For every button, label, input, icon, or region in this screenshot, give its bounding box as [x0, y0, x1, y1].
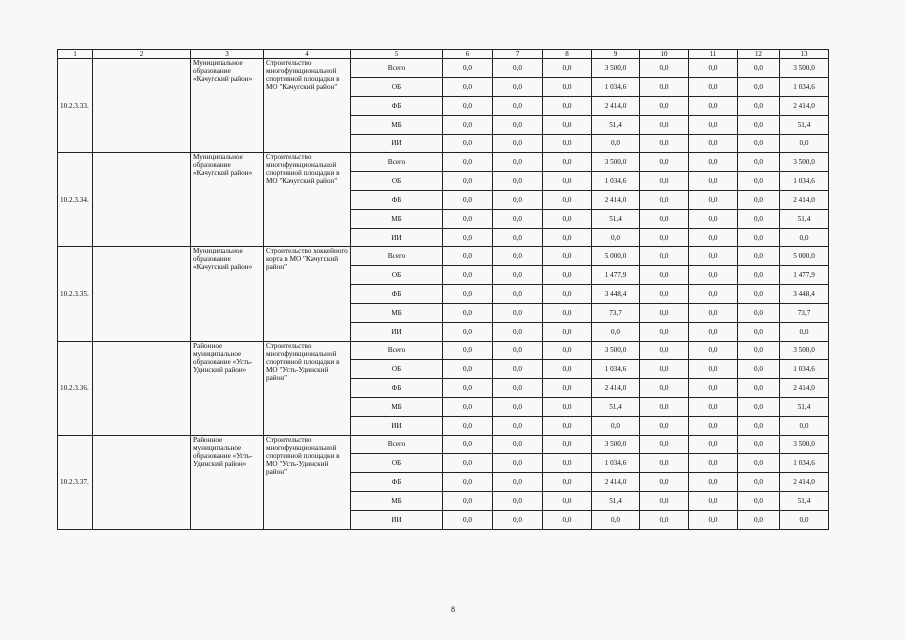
amount-cell: 0,0 — [543, 228, 592, 247]
amount-cell: 0,0 — [689, 247, 738, 266]
amount-cell: 0,0 — [738, 454, 780, 473]
amount-cell: 2 414,0 — [592, 473, 640, 492]
amount-cell: 0,0 — [738, 228, 780, 247]
amount-cell: 0,0 — [592, 416, 640, 435]
amount-cell: 0,0 — [543, 247, 592, 266]
amount-cell: 0,0 — [443, 96, 493, 115]
project-name: Строительство многофункциональной спортивной площадки в МО "Усть-Удинский район" — [264, 435, 351, 529]
amount-cell: 0,0 — [443, 322, 493, 341]
amount-cell: 0,0 — [689, 360, 738, 379]
project-name: Строительство многофункциональной спортивной площадки в МО "Усть-Удинский район" — [264, 341, 351, 435]
amount-cell: 0,0 — [443, 59, 493, 78]
amount-cell: 0,0 — [689, 209, 738, 228]
item-col2 — [93, 153, 191, 247]
amount-cell: 3 500,0 — [780, 153, 829, 172]
amount-cell: 0,0 — [689, 96, 738, 115]
project-name: Строительство многофункциональной спортивной площадки в МО "Качугский район" — [264, 153, 351, 247]
amount-cell: 0,0 — [543, 473, 592, 492]
amount-cell: 0,0 — [493, 303, 543, 322]
amount-cell: 0,0 — [493, 172, 543, 191]
amount-cell: 0,0 — [640, 397, 689, 416]
amount-cell: 0,0 — [443, 266, 493, 285]
amount-cell: 0,0 — [493, 153, 543, 172]
amount-cell: 2 414,0 — [592, 96, 640, 115]
item-col2 — [93, 59, 191, 153]
amount-cell: 0,0 — [640, 303, 689, 322]
table-body — [58, 50, 829, 530]
funding-source: ИИ — [351, 228, 443, 247]
municipality-name: Районное муниципальное образование «Усть-Удинский район» — [191, 341, 264, 435]
amount-cell: 0,0 — [443, 397, 493, 416]
amount-cell: 51,4 — [592, 492, 640, 511]
amount-cell: 0,0 — [689, 285, 738, 304]
column-number: 8 — [543, 50, 592, 59]
amount-cell: 0,0 — [689, 492, 738, 511]
amount-cell: 0,0 — [689, 416, 738, 435]
item-code: 10.2.3.34. — [58, 153, 93, 247]
funding-source: ИИ — [351, 416, 443, 435]
amount-cell: 0,0 — [689, 228, 738, 247]
amount-cell: 2 414,0 — [780, 191, 829, 210]
amount-cell: 0,0 — [543, 416, 592, 435]
funding-source: Всего — [351, 247, 443, 266]
amount-cell: 0,0 — [443, 492, 493, 511]
amount-cell: 0,0 — [640, 96, 689, 115]
amount-cell: 0,0 — [640, 454, 689, 473]
amount-cell: 2 414,0 — [780, 379, 829, 398]
amount-cell: 0,0 — [640, 172, 689, 191]
amount-cell: 0,0 — [543, 209, 592, 228]
amount-cell: 0,0 — [493, 341, 543, 360]
amount-cell: 0,0 — [493, 473, 543, 492]
column-number: 11 — [689, 50, 738, 59]
amount-cell: 0,0 — [689, 341, 738, 360]
amount-cell: 0,0 — [543, 360, 592, 379]
amount-cell: 0,0 — [640, 492, 689, 511]
amount-cell: 0,0 — [640, 209, 689, 228]
amount-cell: 0,0 — [493, 492, 543, 511]
municipality-name: Муниципальное образование «Качугский район» — [191, 247, 264, 341]
funding-source: ОБ — [351, 78, 443, 97]
amount-cell: 3 500,0 — [780, 341, 829, 360]
item-col2 — [93, 435, 191, 529]
funding-source: ФБ — [351, 191, 443, 210]
amount-cell: 0,0 — [493, 96, 543, 115]
amount-cell: 0,0 — [738, 397, 780, 416]
amount-cell: 0,0 — [493, 247, 543, 266]
table-row — [58, 153, 829, 172]
amount-cell: 0,0 — [493, 134, 543, 153]
amount-cell: 0,0 — [640, 153, 689, 172]
amount-cell: 0,0 — [738, 510, 780, 529]
amount-cell: 0,0 — [689, 454, 738, 473]
amount-cell: 0,0 — [592, 228, 640, 247]
amount-cell: 3 500,0 — [592, 59, 640, 78]
amount-cell: 1 034,6 — [780, 78, 829, 97]
column-number: 2 — [93, 50, 191, 59]
amount-cell: 0,0 — [493, 435, 543, 454]
item-code: 10.2.3.35. — [58, 247, 93, 341]
column-number: 9 — [592, 50, 640, 59]
amount-cell: 0,0 — [738, 191, 780, 210]
funding-source: ФБ — [351, 473, 443, 492]
amount-cell: 0,0 — [738, 492, 780, 511]
amount-cell: 1 034,6 — [780, 454, 829, 473]
amount-cell: 0,0 — [640, 266, 689, 285]
amount-cell: 0,0 — [738, 115, 780, 134]
amount-cell: 0,0 — [543, 115, 592, 134]
funding-source: Всего — [351, 153, 443, 172]
amount-cell: 0,0 — [493, 228, 543, 247]
amount-cell: 0,0 — [543, 134, 592, 153]
amount-cell: 1 477,9 — [592, 266, 640, 285]
amount-cell: 0,0 — [543, 322, 592, 341]
project-name: Строительство хоккейного корта в МО "Качугский район" — [264, 247, 351, 341]
amount-cell: 0,0 — [493, 322, 543, 341]
amount-cell: 0,0 — [689, 134, 738, 153]
column-number: 4 — [264, 50, 351, 59]
amount-cell: 0,0 — [443, 209, 493, 228]
funding-source: Всего — [351, 435, 443, 454]
amount-cell: 0,0 — [738, 341, 780, 360]
amount-cell: 0,0 — [780, 510, 829, 529]
amount-cell: 1 477,9 — [780, 266, 829, 285]
amount-cell: 0,0 — [738, 209, 780, 228]
amount-cell: 1 034,6 — [592, 454, 640, 473]
amount-cell: 0,0 — [640, 341, 689, 360]
funding-source: Всего — [351, 341, 443, 360]
column-number: 10 — [640, 50, 689, 59]
amount-cell: 0,0 — [689, 397, 738, 416]
amount-cell: 0,0 — [443, 285, 493, 304]
amount-cell: 0,0 — [640, 78, 689, 97]
amount-cell: 0,0 — [689, 78, 738, 97]
amount-cell: 0,0 — [592, 510, 640, 529]
amount-cell: 1 034,6 — [592, 172, 640, 191]
amount-cell: 73,7 — [780, 303, 829, 322]
column-number-row — [58, 50, 829, 59]
amount-cell: 0,0 — [543, 510, 592, 529]
amount-cell: 0,0 — [543, 492, 592, 511]
amount-cell: 0,0 — [640, 59, 689, 78]
funding-source: ОБ — [351, 454, 443, 473]
amount-cell: 0,0 — [640, 134, 689, 153]
amount-cell: 0,0 — [443, 78, 493, 97]
amount-cell: 0,0 — [738, 473, 780, 492]
amount-cell: 2 414,0 — [592, 379, 640, 398]
amount-cell: 0,0 — [443, 416, 493, 435]
amount-cell: 0,0 — [738, 303, 780, 322]
amount-cell: 0,0 — [780, 416, 829, 435]
funding-source: ИИ — [351, 510, 443, 529]
table-row — [58, 247, 829, 266]
amount-cell: 0,0 — [543, 78, 592, 97]
amount-cell: 0,0 — [543, 454, 592, 473]
amount-cell: 0,0 — [640, 360, 689, 379]
amount-cell: 0,0 — [443, 134, 493, 153]
budget-table — [57, 49, 829, 530]
municipality-name: Районное муниципальное образование «Усть-Удинский район» — [191, 435, 264, 529]
amount-cell: 0,0 — [543, 341, 592, 360]
amount-cell: 0,0 — [689, 473, 738, 492]
amount-cell: 0,0 — [640, 228, 689, 247]
amount-cell: 0,0 — [738, 435, 780, 454]
column-number: 13 — [780, 50, 829, 59]
amount-cell: 0,0 — [640, 416, 689, 435]
amount-cell: 0,0 — [543, 379, 592, 398]
amount-cell: 51,4 — [780, 397, 829, 416]
amount-cell: 0,0 — [493, 59, 543, 78]
column-number: 12 — [738, 50, 780, 59]
amount-cell: 5 000,0 — [592, 247, 640, 266]
amount-cell: 1 034,6 — [592, 360, 640, 379]
amount-cell: 3 500,0 — [592, 153, 640, 172]
amount-cell: 0,0 — [493, 266, 543, 285]
amount-cell: 0,0 — [543, 153, 592, 172]
amount-cell: 2 414,0 — [780, 473, 829, 492]
amount-cell: 0,0 — [493, 510, 543, 529]
funding-source: ОБ — [351, 360, 443, 379]
amount-cell: 0,0 — [640, 473, 689, 492]
amount-cell: 0,0 — [543, 303, 592, 322]
amount-cell: 3 448,4 — [592, 285, 640, 304]
funding-source: МБ — [351, 303, 443, 322]
amount-cell: 0,0 — [493, 379, 543, 398]
amount-cell: 51,4 — [780, 209, 829, 228]
funding-source: ИИ — [351, 322, 443, 341]
amount-cell: 0,0 — [493, 397, 543, 416]
amount-cell: 0,0 — [640, 322, 689, 341]
amount-cell: 0,0 — [443, 172, 493, 191]
amount-cell: 0,0 — [543, 397, 592, 416]
amount-cell: 0,0 — [738, 416, 780, 435]
column-number: 1 — [58, 50, 93, 59]
funding-source: МБ — [351, 209, 443, 228]
funding-source: Всего — [351, 59, 443, 78]
amount-cell: 0,0 — [738, 134, 780, 153]
amount-cell: 0,0 — [738, 96, 780, 115]
amount-cell: 51,4 — [780, 492, 829, 511]
amount-cell: 51,4 — [592, 209, 640, 228]
amount-cell: 0,0 — [493, 115, 543, 134]
amount-cell: 0,0 — [443, 473, 493, 492]
amount-cell: 0,0 — [493, 454, 543, 473]
amount-cell: 0,0 — [493, 416, 543, 435]
amount-cell: 0,0 — [738, 78, 780, 97]
amount-cell: 0,0 — [640, 191, 689, 210]
item-code: 10.2.3.37. — [58, 435, 93, 529]
column-number: 5 — [351, 50, 443, 59]
amount-cell: 0,0 — [738, 266, 780, 285]
amount-cell: 0,0 — [543, 59, 592, 78]
amount-cell: 0,0 — [543, 172, 592, 191]
amount-cell: 0,0 — [493, 285, 543, 304]
amount-cell: 0,0 — [738, 322, 780, 341]
amount-cell: 0,0 — [443, 303, 493, 322]
amount-cell: 0,0 — [493, 191, 543, 210]
item-col2 — [93, 341, 191, 435]
amount-cell: 0,0 — [443, 115, 493, 134]
amount-cell: 2 414,0 — [780, 96, 829, 115]
funding-source: МБ — [351, 397, 443, 416]
amount-cell: 0,0 — [689, 303, 738, 322]
column-number: 3 — [191, 50, 264, 59]
amount-cell: 0,0 — [443, 228, 493, 247]
amount-cell: 0,0 — [543, 435, 592, 454]
amount-cell: 3 500,0 — [592, 341, 640, 360]
amount-cell: 0,0 — [443, 247, 493, 266]
amount-cell: 0,0 — [543, 96, 592, 115]
funding-source: ФБ — [351, 96, 443, 115]
amount-cell: 0,0 — [689, 172, 738, 191]
amount-cell: 0,0 — [738, 285, 780, 304]
amount-cell: 0,0 — [443, 191, 493, 210]
project-name: Строительство многофункциональной спортивной площадки в МО "Качугский район" — [264, 59, 351, 153]
amount-cell: 0,0 — [738, 360, 780, 379]
amount-cell: 0,0 — [443, 341, 493, 360]
amount-cell: 0,0 — [640, 510, 689, 529]
amount-cell: 0,0 — [443, 379, 493, 398]
funding-source: ФБ — [351, 285, 443, 304]
amount-cell: 0,0 — [689, 191, 738, 210]
amount-cell: 0,0 — [689, 59, 738, 78]
amount-cell: 0,0 — [443, 435, 493, 454]
amount-cell: 0,0 — [640, 115, 689, 134]
municipality-name: Муниципальное образование «Качугский район» — [191, 153, 264, 247]
amount-cell: 0,0 — [640, 247, 689, 266]
amount-cell: 0,0 — [689, 322, 738, 341]
amount-cell: 0,0 — [738, 172, 780, 191]
amount-cell: 0,0 — [689, 510, 738, 529]
amount-cell: 0,0 — [780, 228, 829, 247]
amount-cell: 73,7 — [592, 303, 640, 322]
amount-cell: 0,0 — [443, 454, 493, 473]
funding-source: МБ — [351, 115, 443, 134]
item-code: 10.2.3.36. — [58, 341, 93, 435]
amount-cell: 0,0 — [738, 247, 780, 266]
amount-cell: 0,0 — [493, 209, 543, 228]
amount-cell: 3 500,0 — [780, 435, 829, 454]
amount-cell: 0,0 — [780, 134, 829, 153]
funding-source: ОБ — [351, 172, 443, 191]
amount-cell: 0,0 — [543, 191, 592, 210]
amount-cell: 1 034,6 — [780, 360, 829, 379]
amount-cell: 5 000,0 — [780, 247, 829, 266]
amount-cell: 1 034,6 — [780, 172, 829, 191]
amount-cell: 0,0 — [640, 435, 689, 454]
table-row — [58, 435, 829, 454]
column-number: 6 — [443, 50, 493, 59]
funding-source: ОБ — [351, 266, 443, 285]
amount-cell: 0,0 — [738, 59, 780, 78]
amount-cell: 0,0 — [689, 115, 738, 134]
amount-cell: 0,0 — [738, 379, 780, 398]
amount-cell: 0,0 — [689, 379, 738, 398]
amount-cell: 0,0 — [543, 285, 592, 304]
item-code: 10.2.3.33. — [58, 59, 93, 153]
table-row — [58, 341, 829, 360]
item-col2 — [93, 247, 191, 341]
amount-cell: 2 414,0 — [592, 191, 640, 210]
amount-cell: 3 500,0 — [592, 435, 640, 454]
amount-cell: 0,0 — [592, 322, 640, 341]
funding-source: ИИ — [351, 134, 443, 153]
page-number: 8 — [451, 605, 455, 614]
funding-source: МБ — [351, 492, 443, 511]
amount-cell: 51,4 — [592, 397, 640, 416]
amount-cell: 0,0 — [738, 153, 780, 172]
amount-cell: 0,0 — [689, 266, 738, 285]
amount-cell: 1 034,6 — [592, 78, 640, 97]
amount-cell: 0,0 — [493, 360, 543, 379]
amount-cell: 3 500,0 — [780, 59, 829, 78]
amount-cell: 0,0 — [640, 379, 689, 398]
amount-cell: 0,0 — [443, 153, 493, 172]
amount-cell: 0,0 — [592, 134, 640, 153]
amount-cell: 0,0 — [493, 78, 543, 97]
amount-cell: 0,0 — [443, 360, 493, 379]
amount-cell: 3 448,4 — [780, 285, 829, 304]
funding-source: ФБ — [351, 379, 443, 398]
table-row — [58, 59, 829, 78]
amount-cell: 0,0 — [689, 435, 738, 454]
amount-cell: 0,0 — [640, 285, 689, 304]
amount-cell: 0,0 — [780, 322, 829, 341]
amount-cell: 0,0 — [543, 266, 592, 285]
municipality-name: Муниципальное образование «Качугский район» — [191, 59, 264, 153]
amount-cell: 51,4 — [780, 115, 829, 134]
amount-cell: 0,0 — [689, 153, 738, 172]
column-number: 7 — [493, 50, 543, 59]
amount-cell: 0,0 — [443, 510, 493, 529]
amount-cell: 51,4 — [592, 115, 640, 134]
